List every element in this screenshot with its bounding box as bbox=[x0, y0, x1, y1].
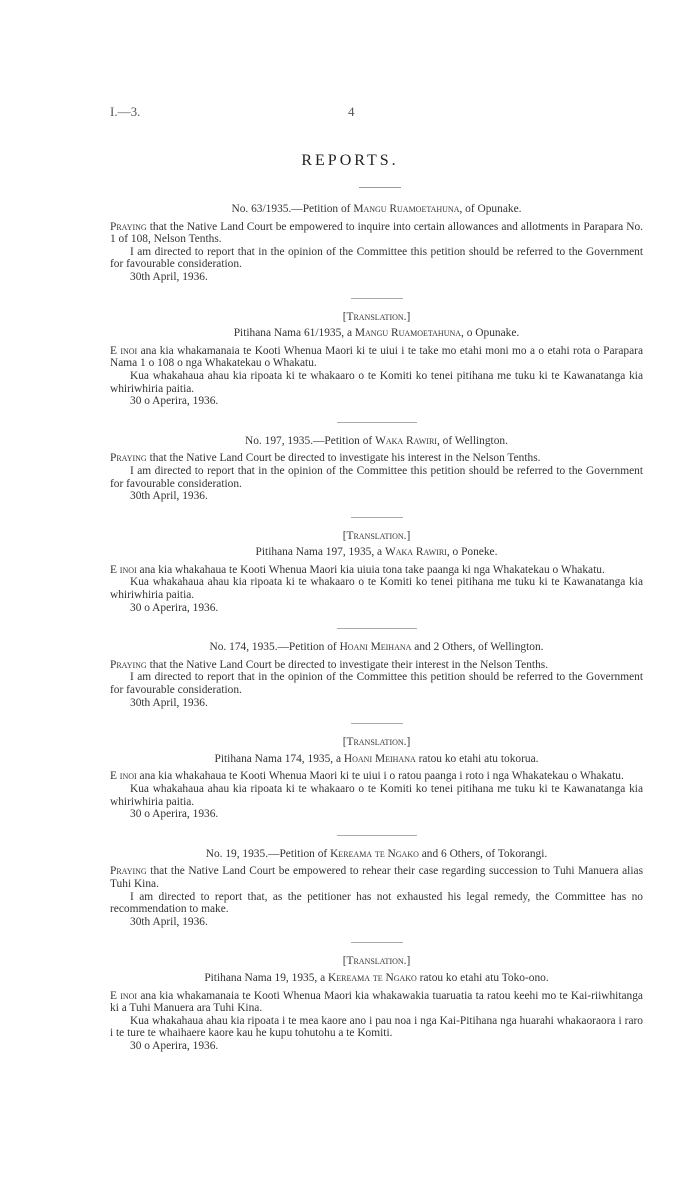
translation-date: 30 o Aperira, 1936. bbox=[130, 1039, 219, 1052]
petitioner-name: Waka Rawiri bbox=[375, 434, 437, 447]
entry-divider bbox=[337, 628, 417, 629]
section-divider bbox=[351, 517, 403, 518]
petition-entry bbox=[110, 435, 643, 630]
translation-prayer: E inoi ana kia whakamanaia te Kooti Whenua Maori ki te uiui i te take mo etahi moni mo a o etahi rota o Parapara Nama 1 o 108 o nga Whakatekau o Whakatu. bbox=[110, 344, 643, 370]
translation-report: Kua whakahaua ahau kia ripoata ki te whakaaro o te Komiti ko tenei pitihana me tuku ki te Kawanatanga kia whiriwhiria paitia. bbox=[110, 783, 643, 808]
document-reference: I.—3. bbox=[110, 104, 141, 119]
petition-heading: No. 174, 1935.—Petition of Hoani Meihana and 2 Others, of Wellington. bbox=[209, 641, 544, 654]
petition-heading: No. 197, 1935.—Petition of Waka Rawiri, of Wellington. bbox=[245, 434, 508, 447]
petition-heading: No. 19, 1935.—Petition of Kereama te Ngako and 6 Others, of Tokorangi. bbox=[205, 847, 548, 860]
report-date: 30th April, 1936. bbox=[130, 915, 208, 928]
translation-heading: Pitihana Nama 19, 1935, a Kereama te Ngako ratou ko etahi atu Toko-ono. bbox=[204, 971, 549, 984]
petition-entry bbox=[110, 203, 643, 423]
committee-report: I am directed to report that in the opinion of the Committee this petition should be referred to the Government for favourable consideration. bbox=[110, 245, 643, 271]
translation-label: [Translation.] bbox=[342, 310, 411, 323]
petition-entry bbox=[110, 848, 643, 1053]
petitioner-name: Mangu Ruamoetahuna bbox=[353, 203, 460, 215]
petition-prayer: Praying that the Native Land Court be empowered to rehear their case regarding succession to Tuhi Manuera alias Tuhi Kina. bbox=[110, 865, 643, 890]
committee-report: I am directed to report that, as the petitioner has not exhausted his legal remedy, the Committee has no recommendation to make. bbox=[110, 890, 643, 916]
petition-heading: No. 63/1935.—Petition of Mangu Ruamoetahuna, of Opunake. bbox=[231, 203, 522, 215]
translation-heading: Pitihana Nama 197, 1935, a Waka Rawiri, o Poneke. bbox=[255, 546, 498, 559]
translation-heading: Pitihana Nama 174, 1935, a Hoani Meihana ratou ko etahi atu tokorua. bbox=[214, 752, 539, 765]
report-date: 30th April, 1936. bbox=[130, 270, 208, 283]
petition-prayer: Praying that the Native Land Court be empowered to inquire into certain allowances and allotments in Parapara No. 1 of 108, Nelson Tenths. bbox=[110, 220, 643, 246]
entry-divider bbox=[337, 835, 417, 836]
report-date: 30th April, 1936. bbox=[130, 490, 208, 503]
translation-heading: Pitihana Nama 61/1935, a Mangu Ruamoetahuna, o Opunake. bbox=[233, 327, 520, 340]
petitioner-name: Hoani Meihana bbox=[339, 641, 412, 654]
entry-divider bbox=[337, 422, 417, 423]
translation-label: [Translation.] bbox=[342, 736, 411, 749]
section-divider bbox=[351, 298, 403, 299]
translation-prayer: E inoi ana kia whakahaua te Kooti Whenua Maori ki te uiui i o ratou paanga i roto i nga Whakatekau o Whakatu. bbox=[110, 770, 624, 783]
committee-report: I am directed to report that in the opinion of the Committee this petition should be referred to the Government for favourable consideration. bbox=[110, 464, 643, 490]
page-number: 4 bbox=[348, 104, 355, 119]
petition-prayer: Praying that the Native Land Court be directed to investigate his interest in the Nelson Tenths. bbox=[110, 452, 541, 465]
petition-entry bbox=[110, 641, 643, 836]
translation-date: 30 o Aperira, 1936. bbox=[130, 395, 219, 408]
translation-report: Kua whakahaua ahau kia ripoata i te mea kaore ano i pau noa i nga Kai-Pitihana nga huarahi whakaoraora i raro i te ture te whaihaere kaore kau he kupu tohutohu a te Komiti. bbox=[110, 1014, 643, 1040]
reports-body bbox=[110, 203, 643, 1053]
translation-report: Kua whakahaua ahau kia ripoata ki te whakaaro o te Komiti ko tenei pitihana me tuku ki te Kawanatanga kia whiriwhiria paitia. bbox=[110, 369, 643, 395]
translation-date: 30 o Aperira, 1936. bbox=[130, 601, 219, 614]
petitioner-name: Kereama te Ngako bbox=[330, 847, 419, 860]
committee-report: I am directed to report that in the opinion of the Committee this petition should be referred to the Government for favourable consideration. bbox=[110, 671, 643, 697]
translation-date: 30 o Aperira, 1936. bbox=[130, 808, 219, 821]
translation-prayer: E inoi ana kia whakamanaia te Kooti Whenua Maori kia whakawakia tuaruatia ta ratou keehi mo te Kai-riiwhitanga ki a Tuhi Manuera ara Tuhi Kina. bbox=[110, 989, 643, 1015]
title-divider bbox=[359, 187, 401, 188]
section-divider bbox=[351, 942, 403, 943]
translation-label: [Translation.] bbox=[342, 529, 411, 542]
report-date: 30th April, 1936. bbox=[130, 696, 208, 709]
translation-prayer: E inoi ana kia whakahaua te Kooti Whenua Maori kia uiuia tona take paanga ki nga Whakatekau o Whakatu. bbox=[110, 563, 605, 576]
translation-report: Kua whakahaua ahau kia ripoata ki te whakaaro o te Komiti ko tenei pitihana me tuku ki te Kawanatanga kia whiriwhiria paitia. bbox=[110, 576, 643, 602]
petition-prayer: Praying that the Native Land Court be directed to investigate their interest in the Nelson Tenths. bbox=[110, 658, 549, 671]
section-divider bbox=[351, 723, 403, 724]
page-title: REPORTS. bbox=[301, 152, 399, 169]
translation-label: [Translation.] bbox=[342, 955, 411, 968]
